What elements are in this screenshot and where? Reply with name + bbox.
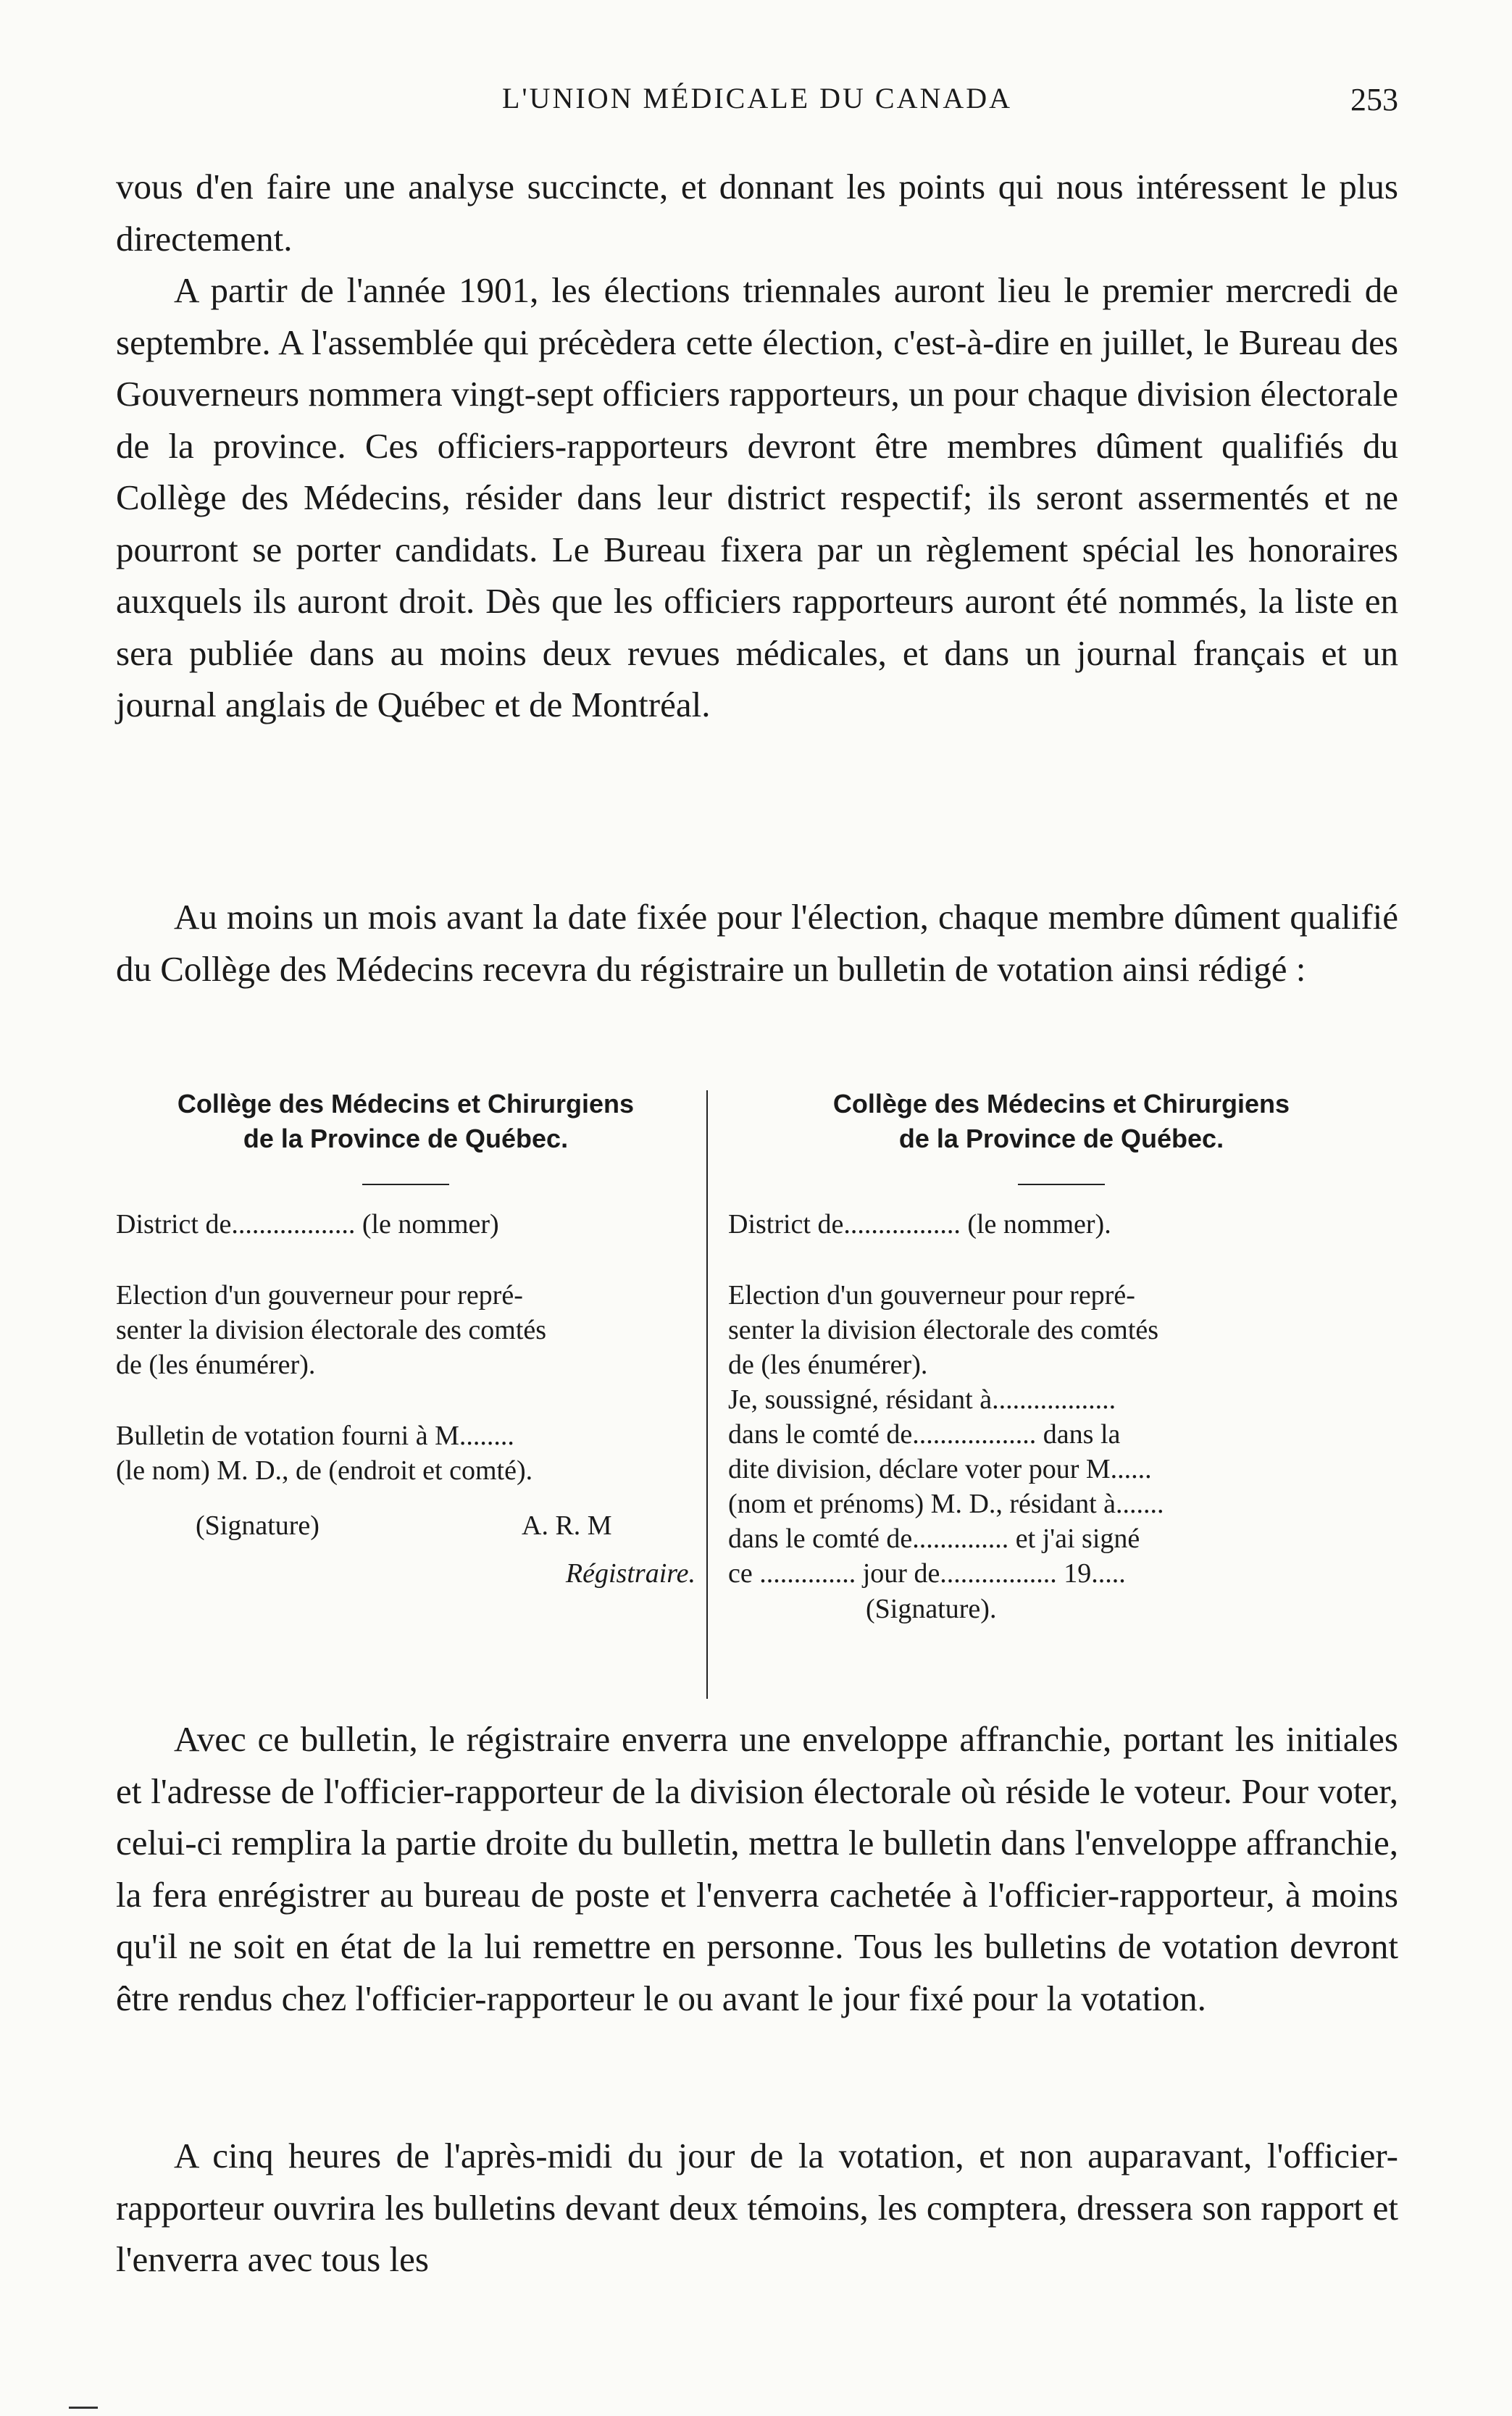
vote-line-3: dite division, déclare voter pour M...... [728,1454,1152,1484]
vote-line-2: dans le comté de.................. dans la [728,1419,1121,1450]
registrar-initials: A. R. M [522,1510,612,1541]
vote-line-6: ce .............. jour de................. 19..... [728,1558,1126,1589]
bulletin-line-1: Bulletin de votation fourni à M........ [116,1421,514,1451]
ballot-stub-left [116,1087,696,1594]
election-line-2: senter la division électorale des comtés [728,1315,1159,1345]
paragraph-text: Au moins un mois avant la date fixée pour l'élection, chaque membre dûment qualifié du Collège des Médecins recevra du régistraire un bulletin de votation ainsi rédigé : [116,897,1398,989]
page-number: 253 [1350,82,1398,117]
election-line-3: de (les énumérer). [728,1350,928,1380]
running-header [116,81,1398,125]
vote-line-1: Je, soussigné, résidant à.................. [728,1384,1116,1415]
signature-label: (Signature) [196,1510,319,1541]
paragraph-text: A partir de l'année 1901, les élections triennales auront lieu le premier mercredi de septembre. A l'assemblée qui précèdera cette élection, c'est-à-dire en juillet, le Bureau des Gouverneurs nommera vingt-sept officiers rapporteurs, un pour chaque division électorale de la province. Ces officiers-rapporteurs devront être membres dûment qualifiés du Collège des Médecins, résider dans leur district respectif; ils seront assermentés et ne pourront se porter candidats. Le Bureau fixera par un règlement spécial les honoraires auxquels ils auront droit. Dès que les officiers rapporteurs auront été nommés, la liste en sera publiée dans au moins deux revues médicales, et dans un journal français et un journal anglais de Québec et de Montréal. [116,270,1398,724]
ballot-heading-line-1: Collège des Médecins et Chirurgiens [832,1089,1290,1119]
ballot-form [116,1087,1398,1710]
ballot-heading-line-2: de la Province de Québec. [243,1124,569,1153]
district-line: District de................. (le nommer). [728,1209,1111,1240]
journal-title: L'UNION MÉDICALE DU CANADA [501,82,1013,114]
heading-rule [1018,1184,1105,1185]
paragraph-envelope [116,1713,1398,2024]
footer-mark [69,2407,98,2409]
paragraph-intro [116,161,1398,264]
heading-rule [362,1184,449,1185]
paragraph-counting [116,2130,1398,2286]
signature-row [116,1510,696,1553]
bulletin-line-2: (le nom) M. D., de (endroit et comté). [116,1455,533,1486]
registrar-title: Régistraire. [565,1558,696,1589]
vote-line-4: (nom et prénoms) M. D., résidant à....... [728,1489,1164,1519]
ballot-divider [706,1090,708,1699]
election-line-1: Election d'un gouverneur pour repré- [728,1280,1135,1311]
ballot-vote-right [728,1087,1395,1627]
paragraph-ballot-intro [116,891,1398,995]
paragraph-elections [116,264,1398,731]
district-line: District de.................. (le nommer) [116,1209,499,1240]
paragraph-text: vous d'en faire une analyse succincte, et donnant les points qui nous intéressent le plus directement. [116,167,1398,259]
ballot-heading-line-2: de la Province de Québec. [898,1124,1224,1153]
ballot-heading-line-1: Collège des Médecins et Chirurgiens [177,1089,635,1119]
election-line-1: Election d'un gouverneur pour repré- [116,1280,523,1311]
vote-line-5: dans le comté de.............. et j'ai signé [728,1523,1140,1554]
election-line-2: senter la division électorale des comtés [116,1315,547,1345]
voter-signature: (Signature). [866,1594,997,1624]
election-line-3: de (les énumérer). [116,1350,316,1380]
paragraph-text: A cinq heures de l'après-midi du jour de la votation, et non auparavant, l'officier-rapporteur ouvrira les bulletins devant deux témoins, les comptera, dressera son rapport et l'enverra avec tous les [116,2136,1398,2279]
paragraph-text: Avec ce bulletin, le régistraire enverra une enveloppe affranchie, portant les initiales et l'adresse de l'officier-rapporteur de la division électorale où réside le voteur. Pour voter, celui-ci remplira la partie droite du bulletin, mettra le bulletin dans l'enveloppe affranchie, la fera enrégistrer au bureau de poste et l'enverra cachetée à l'officier-rapporteur, à moins qu'il ne soit en état de la lui remettre en personne. Tous les bulletins de votation devront être rendus chez l'officier-rapporteur le ou avant le jour fixé pour la votation. [116,1719,1398,2018]
